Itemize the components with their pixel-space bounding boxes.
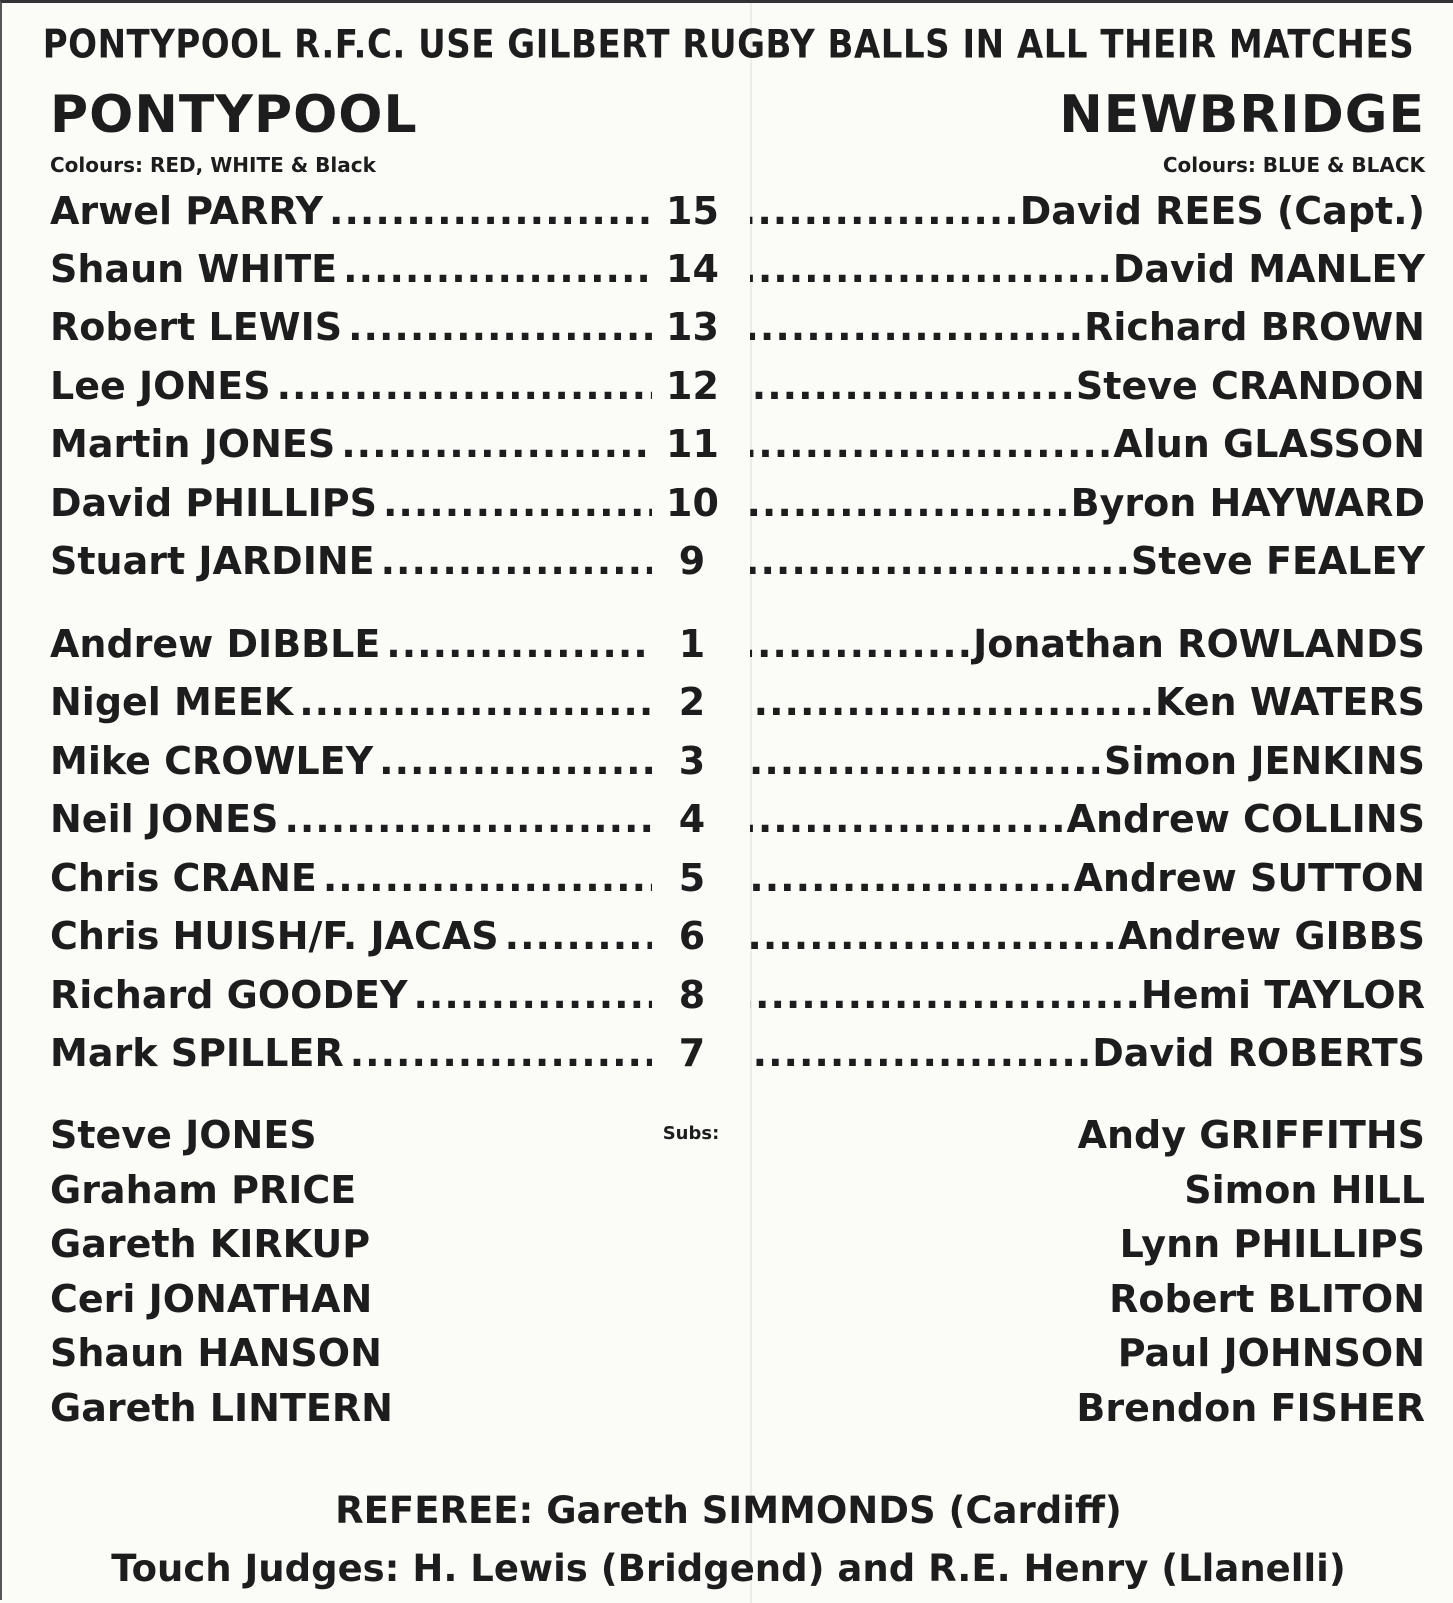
home-player-name: Chris CRANE (50, 856, 317, 900)
leader-dots (750, 243, 1113, 295)
sponsor-banner: PONTYPOOL R.F.C. USE GILBERT RUGBY BALLS IN ALL THEIR MATCHES (42, 22, 1415, 68)
home-sub-player: Shaun HANSON (50, 1331, 382, 1375)
home-player (50, 735, 658, 787)
position-number: 6 (678, 914, 706, 958)
away-player-name: Byron HAYWARD (1070, 481, 1425, 525)
leader-dots (750, 969, 1141, 1021)
away-player (750, 735, 1425, 787)
away-sub-player: Robert BLITON (1109, 1277, 1425, 1321)
leader-dots (386, 618, 652, 670)
leader-dots (750, 477, 1071, 529)
away-player-name: David MANLEY (1112, 247, 1425, 291)
leader-dots (329, 185, 652, 237)
leader-dots (750, 418, 1113, 470)
home-player-name: Lee JONES (50, 364, 271, 408)
home-player-name: David PHILLIPS (50, 481, 377, 525)
home-player-name: Richard GOODEY (50, 973, 408, 1017)
leader-dots (750, 185, 1020, 237)
position-number: 3 (678, 739, 706, 783)
lineup-row (2, 243, 1453, 295)
away-sub-player: Brendon FISHER (1076, 1386, 1425, 1430)
leader-dots (299, 676, 652, 728)
leader-dots (750, 535, 1131, 587)
lineup-row (2, 676, 1453, 728)
away-player (750, 793, 1425, 845)
away-player-name: Alun GLASSON (1113, 422, 1425, 466)
home-player (50, 535, 658, 587)
away-player (750, 852, 1425, 904)
lineup-row (2, 618, 1453, 670)
away-player-name: Hemi TAYLOR (1140, 973, 1425, 1017)
home-team-name: PONTYPOOL (50, 85, 418, 145)
subs-label: Subs: (662, 1123, 720, 1144)
home-player-name: Robert LEWIS (50, 305, 343, 349)
home-player-name: Andrew DIBBLE (50, 622, 381, 666)
home-sub-player: Gareth LINTERN (50, 1386, 393, 1430)
away-player (750, 1027, 1425, 1079)
lineup-row (2, 969, 1453, 1021)
home-player (50, 969, 658, 1021)
lineup-row (2, 418, 1453, 470)
position-number: 1 (678, 622, 706, 666)
home-player-name: Mark SPILLER (50, 1031, 344, 1075)
position-number: 2 (678, 680, 706, 724)
lineup-row (2, 301, 1453, 353)
away-player (750, 969, 1425, 1021)
home-player-name: Mike CROWLEY (50, 739, 374, 783)
leader-dots (383, 477, 652, 529)
home-sub-player: Steve JONES (50, 1113, 317, 1157)
away-player-name: David REES (Capt.) (1019, 189, 1425, 233)
position-number: 9 (678, 539, 706, 583)
home-sub-player: Gareth KIRKUP (50, 1222, 371, 1266)
home-player (50, 676, 658, 728)
away-player (750, 910, 1425, 962)
away-player (750, 477, 1425, 529)
leader-dots (284, 793, 652, 845)
leader-dots (350, 1027, 652, 1079)
leader-dots (348, 301, 652, 353)
home-team-colours: Colours: RED, WHITE & Black (50, 153, 376, 177)
away-sub-player: Lynn PHILLIPS (1119, 1222, 1425, 1266)
referee-line: REFEREE: Gareth SIMMONDS (Cardiff) (335, 1489, 1122, 1532)
home-player-name: Chris HUISH/F. JACAS (50, 914, 499, 958)
away-player (750, 676, 1425, 728)
away-sub-player: Paul JOHNSON (1117, 1331, 1425, 1375)
position-number: 8 (678, 973, 706, 1017)
leader-dots (750, 910, 1118, 962)
leader-dots (750, 735, 1104, 787)
lineup-row (2, 910, 1453, 962)
position-number: 14 (666, 247, 719, 291)
leader-dots (323, 852, 652, 904)
leader-dots (750, 1027, 1092, 1079)
position-number: 10 (666, 481, 719, 525)
away-player (750, 535, 1425, 587)
away-team-colours: Colours: BLUE & BLACK (1162, 153, 1425, 177)
away-player (750, 185, 1425, 237)
lineup-row (2, 535, 1453, 587)
home-player (50, 1027, 658, 1079)
lineup-row (2, 185, 1453, 237)
touch-judges-line: Touch Judges: H. Lewis (Bridgend) and R.E. Henry (Llanelli) (111, 1547, 1346, 1590)
home-player (50, 793, 658, 845)
away-player-name: Jonathan ROWLANDS (973, 622, 1425, 666)
away-player-name: Andrew SUTTON (1073, 856, 1425, 900)
away-player-name: Steve FEALEY (1130, 539, 1425, 583)
leader-dots (343, 243, 652, 295)
lineup-row (2, 852, 1453, 904)
home-player-name: Stuart JARDINE (50, 539, 375, 583)
leader-dots (277, 360, 652, 412)
away-sub-player: Simon HILL (1184, 1168, 1425, 1212)
away-player-name: Ken WATERS (1154, 680, 1425, 724)
home-player (50, 852, 658, 904)
leader-dots (505, 910, 652, 962)
home-sub-player: Ceri JONATHAN (50, 1277, 373, 1321)
home-player-name: Shaun WHITE (50, 247, 338, 291)
away-sub-player: Andy GRIFFITHS (1077, 1113, 1425, 1157)
position-number: 15 (666, 189, 719, 233)
home-player (50, 418, 658, 470)
position-number: 11 (666, 422, 719, 466)
home-player (50, 301, 658, 353)
lineup-row (2, 1027, 1453, 1079)
home-player (50, 360, 658, 412)
lineup-row (2, 477, 1453, 529)
away-player-name: David ROBERTS (1092, 1031, 1425, 1075)
away-player (750, 243, 1425, 295)
away-player (750, 360, 1425, 412)
away-player-name: Andrew COLLINS (1066, 797, 1425, 841)
lineup-row (2, 793, 1453, 845)
away-player-name: Steve CRANDON (1075, 364, 1425, 408)
away-team-name: NEWBRIDGE (1059, 85, 1425, 145)
home-player-name: Arwel PARRY (50, 189, 324, 233)
home-player-name: Neil JONES (50, 797, 279, 841)
position-number: 5 (678, 856, 706, 900)
home-sub-player: Graham PRICE (50, 1168, 357, 1212)
home-player-name: Martin JONES (50, 422, 336, 466)
away-player-name: Richard BROWN (1084, 305, 1425, 349)
position-number: 4 (678, 797, 706, 841)
position-number: 12 (666, 364, 719, 408)
home-player (50, 910, 658, 962)
home-player (50, 185, 658, 237)
away-player (750, 618, 1425, 670)
home-player (50, 243, 658, 295)
away-player (750, 301, 1425, 353)
lineup-row (2, 735, 1453, 787)
leader-dots (750, 618, 973, 670)
leader-dots (414, 969, 653, 1021)
away-player-name: Andrew GIBBS (1117, 914, 1425, 958)
leader-dots (379, 735, 652, 787)
home-player (50, 618, 658, 670)
lineup-row (2, 360, 1453, 412)
leader-dots (750, 301, 1084, 353)
leader-dots (341, 418, 652, 470)
leader-dots (381, 535, 652, 587)
position-number: 7 (678, 1031, 706, 1075)
away-player-name: Simon JENKINS (1103, 739, 1425, 783)
away-player (750, 418, 1425, 470)
leader-dots (750, 676, 1155, 728)
home-player (50, 477, 658, 529)
position-number: 13 (666, 305, 719, 349)
leader-dots (750, 360, 1076, 412)
leader-dots (750, 793, 1067, 845)
home-player-name: Nigel MEEK (50, 680, 294, 724)
leader-dots (750, 852, 1073, 904)
